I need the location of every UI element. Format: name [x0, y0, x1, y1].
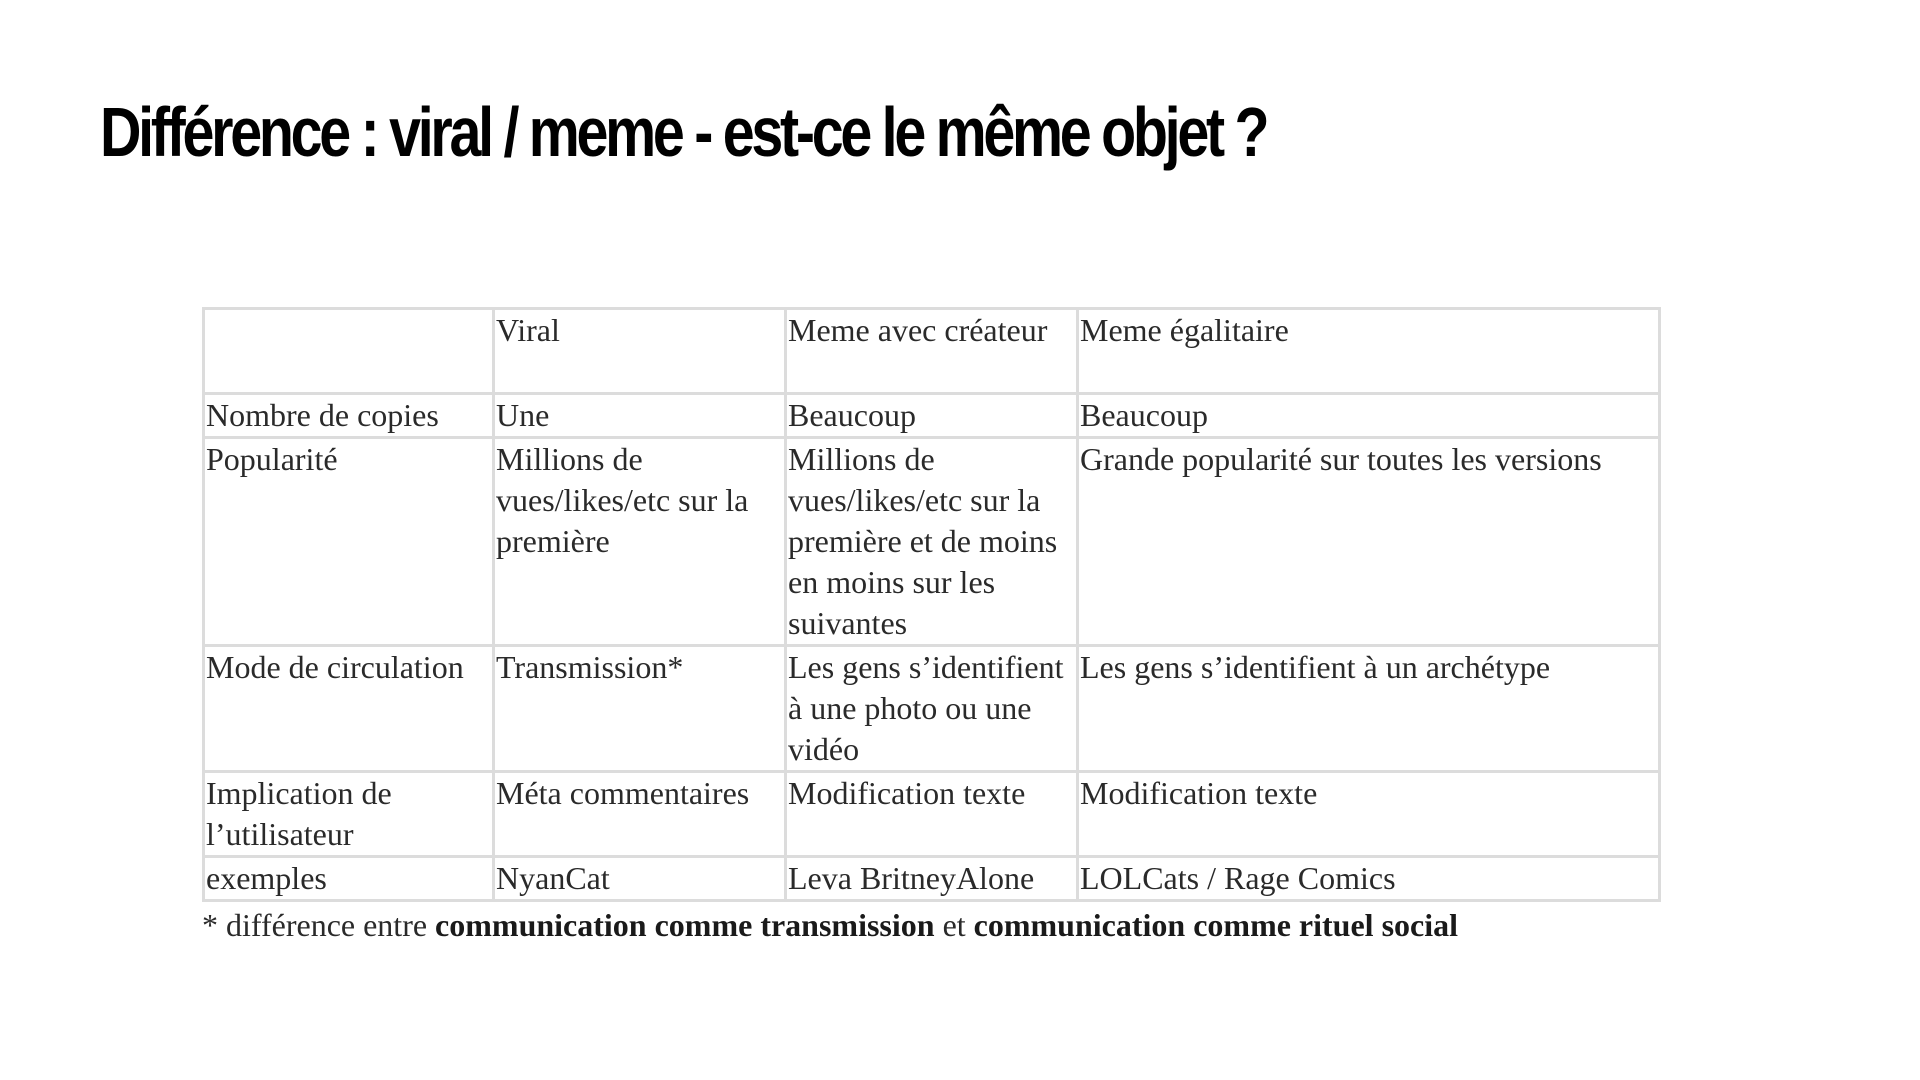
table-cell: LOLCats / Rage Comics: [1078, 857, 1660, 901]
table-cell: Beaucoup: [786, 394, 1078, 438]
table-cell: NyanCat: [494, 857, 786, 901]
table-cell: Transmission*: [494, 646, 786, 772]
row-label-cell: Popularité: [204, 438, 494, 646]
table-row: [204, 646, 1660, 772]
table-cell: Une: [494, 394, 786, 438]
footnote: [202, 904, 1658, 946]
slide-title: Différence : viral / meme - est-ce le même objet ?: [100, 93, 1267, 171]
table-header-row: [204, 309, 1660, 394]
row-label-cell: exemples: [204, 857, 494, 901]
footnote-prefix: * différence entre: [202, 907, 436, 943]
footnote-bold-transmission: communication comme transmission: [435, 907, 935, 943]
row-label-cell: Mode de circulation: [204, 646, 494, 772]
comparison-table: [202, 307, 1661, 902]
comparison-table-block: [202, 307, 1658, 946]
table-cell: Millions de vues/likes/etc sur la première et de moins en moins sur les suivantes: [786, 438, 1078, 646]
row-label-cell: Implication de l’utilisateur: [204, 772, 494, 857]
table-row: [204, 394, 1660, 438]
footnote-bold-ritual: communication comme rituel social: [973, 907, 1458, 943]
table-cell: Les gens s’identifient à une photo ou une vidéo: [786, 646, 1078, 772]
table-cell: Millions de vues/likes/etc sur la première: [494, 438, 786, 646]
table-header-cell: [204, 309, 494, 394]
table-header-cell: Meme avec créateur: [786, 309, 1078, 394]
table-cell: Méta commentaires: [494, 772, 786, 857]
footnote-middle: et: [934, 907, 974, 943]
table-cell: Modification texte: [786, 772, 1078, 857]
table-row: [204, 438, 1660, 646]
table-row: [204, 857, 1660, 901]
table-cell: Modification texte: [1078, 772, 1660, 857]
table-cell: Leva BritneyAlone: [786, 857, 1078, 901]
table-header-cell: Meme égalitaire: [1078, 309, 1660, 394]
table-row: [204, 772, 1660, 857]
table-cell: Beaucoup: [1078, 394, 1660, 438]
row-label-cell: Nombre de copies: [204, 394, 494, 438]
table-header-cell: Viral: [494, 309, 786, 394]
table-cell: Les gens s’identifient à un archétype: [1078, 646, 1660, 772]
table-cell: Grande popularité sur toutes les versions: [1078, 438, 1660, 646]
